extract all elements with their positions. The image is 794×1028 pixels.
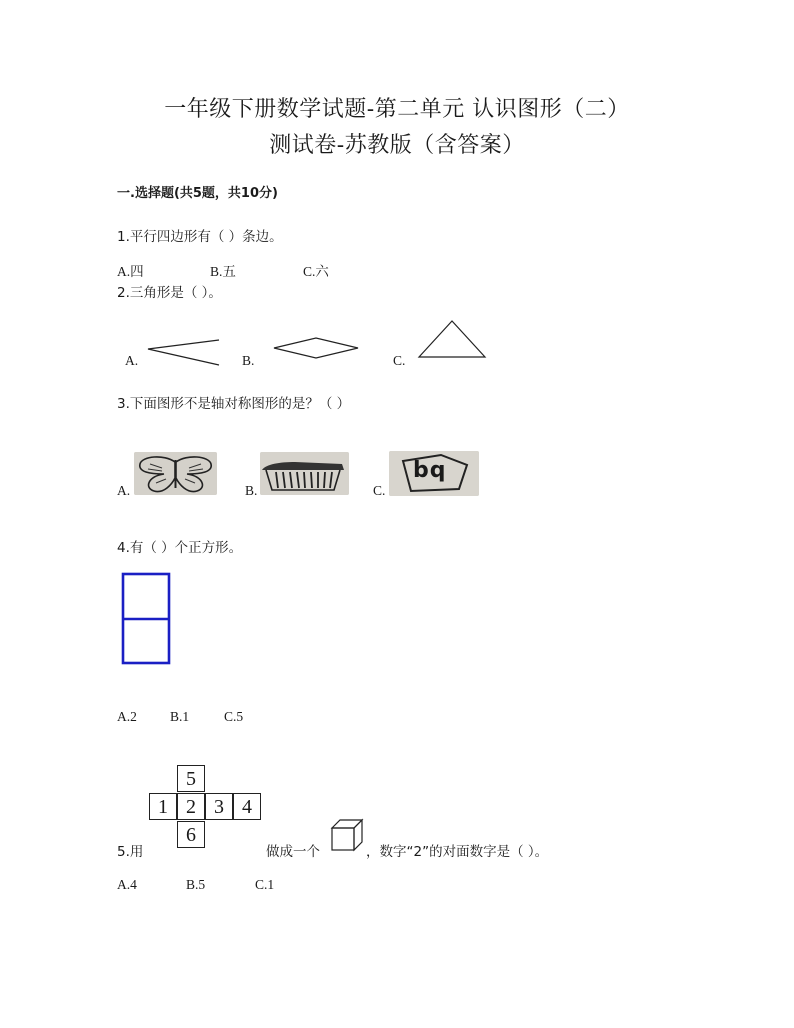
cube-net bbox=[148, 765, 263, 851]
net-cell-top: 5 bbox=[177, 765, 205, 792]
page-title-line-2: 测试卷-苏教版（含答案） bbox=[269, 133, 525, 158]
brush-icon bbox=[260, 452, 349, 495]
question-5-option-a[interactable]: A.4 bbox=[117, 877, 137, 892]
question-3-text: 3.下面图形不是轴对称图形的是？（ ） bbox=[117, 396, 351, 412]
question-5-option-c[interactable]: C.1 bbox=[255, 877, 275, 892]
question-4-option-a[interactable]: A.2 bbox=[117, 709, 137, 724]
question-5-text-middle: 做成一个 bbox=[266, 844, 320, 860]
open-angle-shape bbox=[145, 334, 221, 368]
question-5-text-prefix: 5.用 bbox=[117, 844, 144, 860]
question-4-text: 4.有（ ）个正方形。 bbox=[117, 540, 243, 556]
page-title-line-1: 一年级下册数学试题-第二单元 认识图形（二） bbox=[164, 97, 630, 122]
question-1-option-b[interactable]: B.五 bbox=[210, 264, 236, 279]
question-2-text: 2.三角形是（ ）。 bbox=[117, 285, 222, 301]
section-heading: 一.选择题(共5题，共10分) bbox=[117, 186, 278, 201]
question-2-option-a[interactable]: A. bbox=[125, 353, 139, 368]
net-cell-bottom: 6 bbox=[177, 821, 205, 848]
pentagon-photo bbox=[389, 451, 479, 496]
triangle-shape bbox=[416, 318, 488, 360]
question-3-option-c[interactable]: C. bbox=[373, 483, 386, 498]
question-3-option-a[interactable]: A. bbox=[117, 483, 131, 498]
question-4-option-c[interactable]: C.5 bbox=[224, 709, 244, 724]
cube-icon bbox=[330, 818, 364, 852]
brush-photo bbox=[260, 452, 349, 495]
question-3-option-b[interactable]: B. bbox=[245, 483, 258, 498]
pentagon-text: bq bbox=[413, 458, 447, 483]
two-squares-figure bbox=[121, 572, 173, 666]
net-cell-3: 3 bbox=[205, 793, 233, 820]
net-cell-2: 2 bbox=[177, 793, 205, 820]
question-1-option-a[interactable]: A.四 bbox=[117, 264, 144, 279]
question-5-text-suffix: ，数字“2”的对面数字是（ ）。 bbox=[366, 844, 549, 860]
question-5-option-b[interactable]: B.5 bbox=[186, 877, 206, 892]
rhombus-shape bbox=[272, 336, 360, 360]
net-cell-4: 4 bbox=[233, 793, 261, 820]
butterfly-photo bbox=[134, 452, 217, 495]
question-4-option-b[interactable]: B.1 bbox=[170, 709, 190, 724]
net-cell-1: 1 bbox=[149, 793, 177, 820]
question-1-option-c[interactable]: C.六 bbox=[303, 264, 329, 279]
question-1-text: 1.平行四边形有（ ）条边。 bbox=[117, 229, 283, 245]
butterfly-icon bbox=[134, 452, 217, 495]
question-2-option-c[interactable]: C. bbox=[393, 353, 406, 368]
question-2-option-b[interactable]: B. bbox=[242, 353, 255, 368]
